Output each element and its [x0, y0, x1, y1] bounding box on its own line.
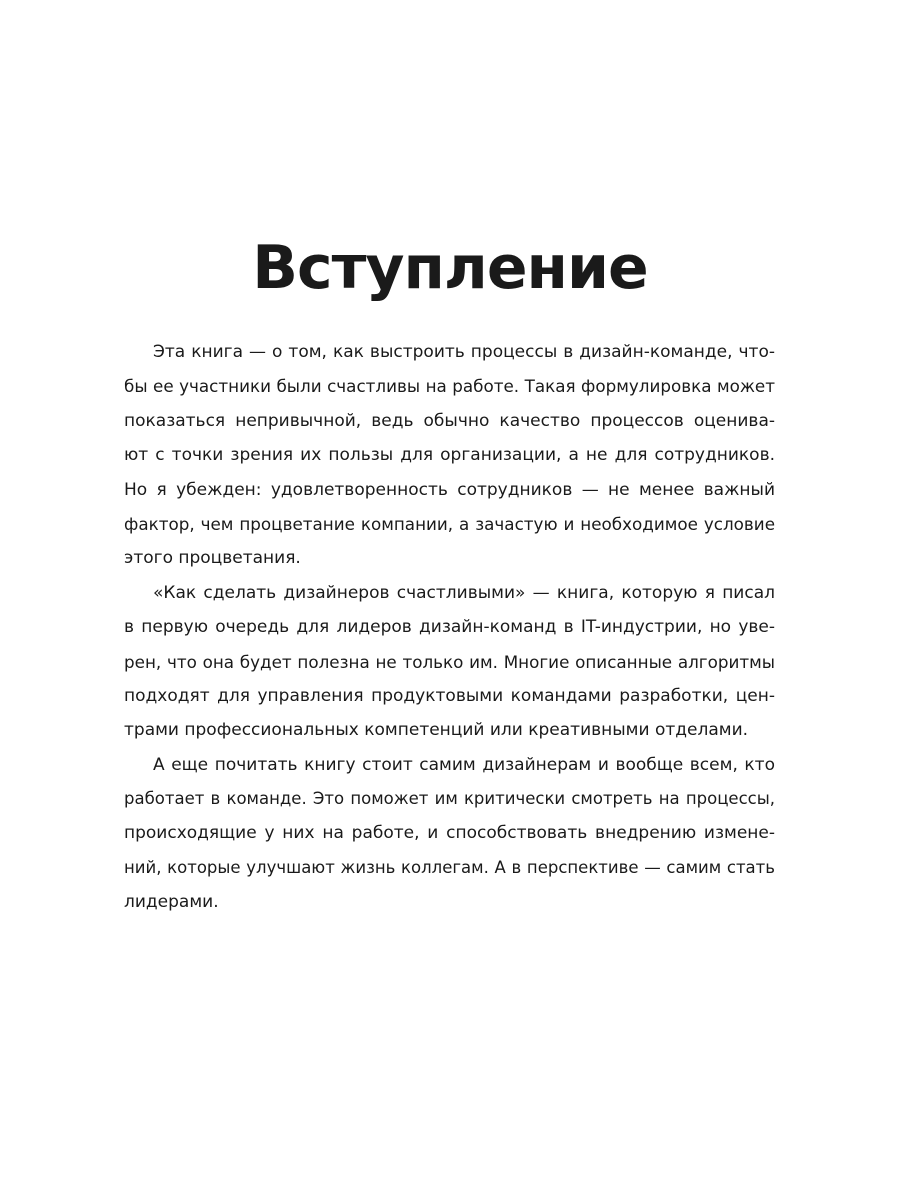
body-text [124, 335, 775, 920]
text-line: лидерами. [124, 892, 219, 913]
text-line: Но я убежден: удовлетворенность сотрудников — не менее важный [124, 479, 775, 500]
text-line: ний, которые улучшают жизнь коллегам. А в перспективе — самим стать [124, 857, 775, 877]
text-line: трами профессиональных компетенций или креативными отделами. [124, 720, 749, 741]
text-line: «Как сделать дизайнеров счастливыми» — книга, которую я писал [153, 582, 775, 603]
text-line: работает в команде. Это поможет им критически смотреть на процессы, [124, 789, 775, 809]
text-line: А еще почитать книгу стоит самим дизайнерам и вообще всем, кто [153, 754, 775, 775]
text-line: в первую очередь для лидеров дизайн-команд в IT-индустрии, но уве- [124, 617, 775, 638]
text-line: ют с точки зрения их пользы для организации, а не для сотрудников. [124, 445, 775, 466]
text-line: показаться непривычной, ведь обычно качество процессов оценива- [124, 410, 775, 431]
text-line: подходят для управления продуктовыми командами разработки, цен- [124, 685, 775, 706]
text-line: Эта книга — о том, как выстроить процессы в дизайн-команде, что- [153, 342, 775, 362]
text-line: рен, что она будет полезна не только им. Многие описанные алгоритмы [124, 651, 775, 672]
paragraph [124, 335, 775, 576]
text-line: этого процветания. [124, 548, 301, 569]
text-line: происходящие у них на работе, и способствовать внедрению измене- [124, 823, 775, 844]
text-line: фактор, чем процветание компании, а зачастую и необходимое условие [124, 513, 775, 534]
text-line: бы ее участники были счастливы на работе. Такая формулировка может [124, 376, 775, 397]
paragraph [124, 576, 775, 748]
paragraph [124, 748, 775, 920]
chapter-title: Вступление [252, 233, 648, 303]
